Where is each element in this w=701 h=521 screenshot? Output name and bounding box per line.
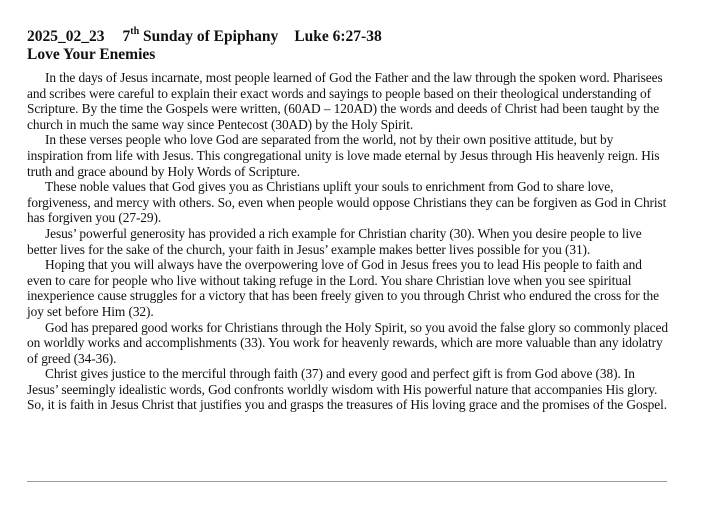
header-day-suffix: th bbox=[130, 25, 140, 37]
header-day-title: Sunday of Epiphany bbox=[143, 28, 279, 45]
document-header bbox=[27, 27, 669, 46]
document-page bbox=[27, 27, 669, 413]
header-date: 2025_02_23 bbox=[27, 28, 105, 45]
body-paragraph: God has prepared good works for Christians through the Holy Spirit, so you avoid the false glory so commonly placed on worldly works and accomplishments (33). You work for heavenly rewards, which are more valuable than any idolatry of greed (34-36). bbox=[27, 319, 668, 366]
body-paragraph: Hoping that you will always have the overpowering love of God in Jesus frees you to lead His people to faith and even to care for people who live without taking refuge in the Lord. You share Christian love when you see spiritual inexperience cause struggles for a victory that has been freely given to you through Christ who endured the cross for the joy set before Him (32). bbox=[27, 257, 659, 319]
document-subtitle: Love Your Enemies bbox=[27, 46, 156, 63]
body-paragraph: Jesus’ powerful generosity has provided a rich example for Christian charity (30). When you desire people to live better lives for the sake of the church, your faith in Jesus’ example makes better lives possible for you (31). bbox=[27, 225, 642, 257]
document-body bbox=[27, 70, 669, 413]
body-paragraph: These noble values that God gives you as Christians uplift your souls to enrichment from God to share love, forgiveness, and mercy with others. So, even when people would oppose Christians they can be forgiven as God in Christ has forgiven you (27-29). bbox=[27, 179, 667, 226]
header-day-number: 7 bbox=[122, 28, 131, 45]
header-scripture-reference: Luke 6:27-38 bbox=[294, 28, 382, 45]
body-paragraph: Christ gives justice to the merciful through faith (37) and every good and perfect gift is from God above (38). In Jesus’ seemingly idealistic words, God confronts worldly wisdom with His powerful nature that accompanies His glory. So, it is faith in Jesus Christ that justifies you and grasps the treasures of His loving grace and the promises of the Gospel. bbox=[27, 366, 667, 413]
bottom-divider bbox=[27, 481, 667, 482]
body-paragraph: In the days of Jesus incarnate, most people learned of God the Father and the law through the spoken word. Pharisees and scribes were careful to explain their exact words and sayings to people based on their theological understanding of Scripture. By the time the Gospels were written, (60AD – 120AD) the words and deeds of Christ had been taught by the church in much the same way since Pentecost (30AD) by the Holy Spirit. bbox=[27, 70, 663, 132]
body-paragraph: In these verses people who love God are separated from the world, not by their own positive attitude, but by inspiration from life with Jesus. This congregational unity is love made eternal by Jesus through His heavenly reign. His truth and grace abound by Holy Words of Scripture. bbox=[27, 132, 660, 179]
